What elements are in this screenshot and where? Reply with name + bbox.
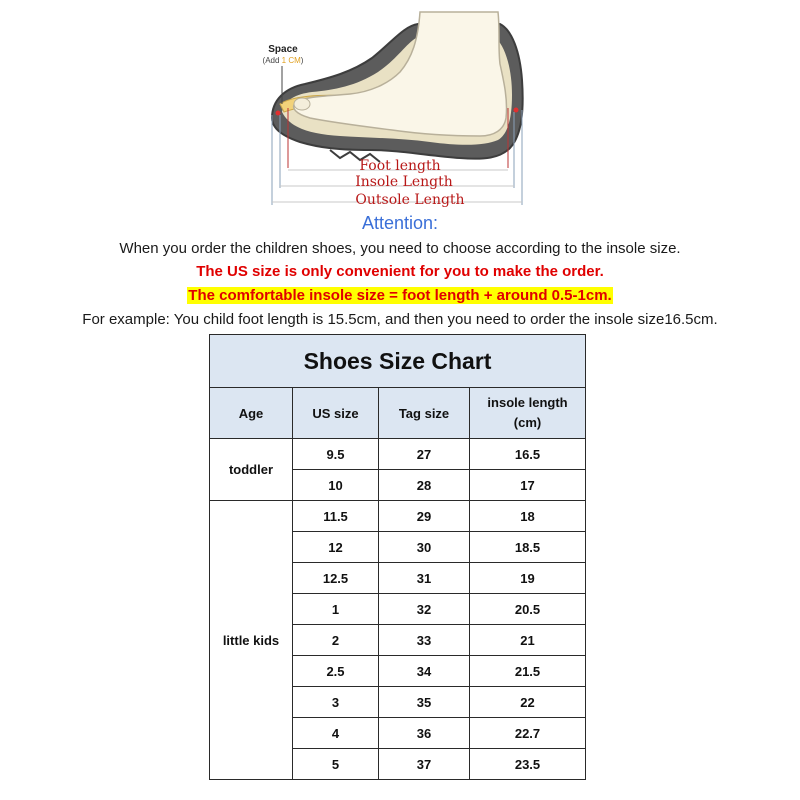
us-size-cell: 9.5 <box>293 439 379 470</box>
us-size-cell: 12.5 <box>293 563 379 594</box>
tag-size-cell: 27 <box>379 439 470 470</box>
insole-length-cell: 18.5 <box>470 532 586 563</box>
us-size-cell: 4 <box>293 718 379 749</box>
tag-size-cell: 30 <box>379 532 470 563</box>
insole-formula-text: The comfortable insole size = foot length + around 0.5-1cm. <box>188 287 612 304</box>
example-note: For example: You child foot length is 15.5cm, and then you need to order the insole size16.5cm. <box>82 311 718 328</box>
insole-length-cell: 20.5 <box>470 594 586 625</box>
header-row <box>210 388 586 439</box>
us-size-cell: 3 <box>293 687 379 718</box>
insole-formula-note <box>0 287 800 304</box>
tag-size-cell: 34 <box>379 656 470 687</box>
us-size-cell: 5 <box>293 749 379 780</box>
us-size-note: The US size is only convenient for you to make the order. <box>196 263 604 280</box>
us-size-cell: 12 <box>293 532 379 563</box>
shoes-size-chart <box>209 334 586 780</box>
insole-length-label: Insole Length <box>355 174 453 190</box>
table-row <box>210 501 586 532</box>
tag-size-cell: 37 <box>379 749 470 780</box>
tag-size-cell: 35 <box>379 687 470 718</box>
us-size-cell: 10 <box>293 470 379 501</box>
insole-length-cell: 22.7 <box>470 718 586 749</box>
foot-length-label: Foot length <box>359 158 441 174</box>
tag-size-cell: 29 <box>379 501 470 532</box>
foot-measurement-diagram <box>0 0 800 215</box>
insole-length-cell: 16.5 <box>470 439 586 470</box>
table-row <box>210 439 586 470</box>
tag-size-cell: 28 <box>379 470 470 501</box>
insole-length-cell: 21 <box>470 625 586 656</box>
header-age: Age <box>210 388 293 439</box>
us-size-cell: 2.5 <box>293 656 379 687</box>
tag-size-cell: 36 <box>379 718 470 749</box>
marker-dot <box>514 108 519 113</box>
age-group-cell: little kids <box>210 501 293 780</box>
us-size-cell: 1 <box>293 594 379 625</box>
foot-shape <box>294 12 507 136</box>
chart-title: Shoes Size Chart <box>210 335 586 388</box>
tag-size-cell: 32 <box>379 594 470 625</box>
chart-body <box>210 439 586 780</box>
insole-length-cell: 22 <box>470 687 586 718</box>
us-size-cell: 2 <box>293 625 379 656</box>
space-label: Space <box>268 44 298 55</box>
tag-size-cell: 31 <box>379 563 470 594</box>
outsole-length-label: Outsole Length <box>355 192 465 208</box>
header-tag-size: Tag size <box>379 388 470 439</box>
header-us-size: US size <box>293 388 379 439</box>
insole-length-cell: 17 <box>470 470 586 501</box>
insole-length-cell: 19 <box>470 563 586 594</box>
insole-length-cell: 21.5 <box>470 656 586 687</box>
insole-length-cell: 18 <box>470 501 586 532</box>
marker-dot <box>276 111 281 116</box>
attention-heading: Attention: <box>361 213 439 233</box>
toe-shape <box>294 98 310 110</box>
order-instruction: When you order the children shoes, you need to choose according to the insole size. <box>119 240 681 257</box>
tag-size-cell: 33 <box>379 625 470 656</box>
us-size-cell: 11.5 <box>293 501 379 532</box>
header-insole-length: insole length (cm) <box>470 388 586 439</box>
space-add-note: (Add 1 CM) <box>262 56 304 65</box>
age-group-cell: toddler <box>210 439 293 501</box>
insole-length-cell: 23.5 <box>470 749 586 780</box>
